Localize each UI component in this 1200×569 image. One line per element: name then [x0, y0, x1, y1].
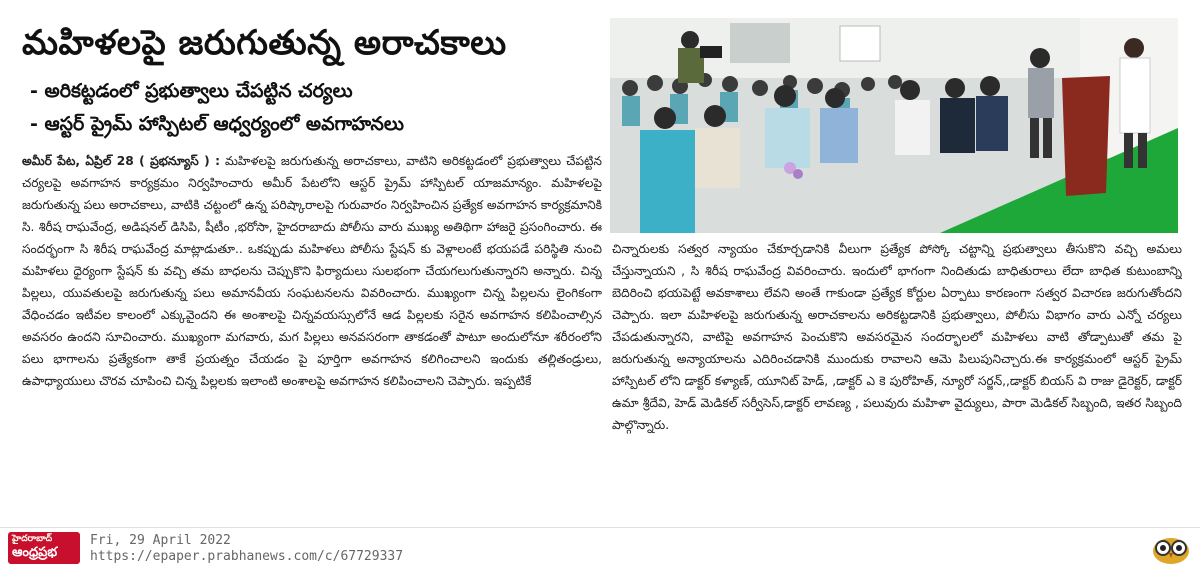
- logo-name: ఆంధ్రప్రభ: [12, 545, 58, 560]
- article-column-right: [612, 238, 1182, 523]
- article-body-left: మహిళలపై జరుగుతున్న అరాచకాలు, వాటిని అరికట్టడంలో ప్రభుత్వాలు చేపట్టిన చర్యలపై అవగాహన కార్యక్రమం నిర్వహించారు అమీర్ పేటలోని ఆస్టర్ ప్రైమ్ హాస్పిటల్ యాజమాన్యం. మహిళలపై జరుగుతున్న పలు అరాచకాలు, వాటికి చట్టంలో ఉన్న పరిష్కారాలపై గురువారం నిర్వహించిన ప్రత్యేక అవగాహన కార్యక్రమానికి సి. శిరీష రాఘవేంద్ర, అడిషనల్ డిసిపి, షీటీం ,భరోసా, హైదరాబాదు పోలీసు వారు ముఖ్య అతిథిగా హాజరై ప్రసంగించారు. ఈ సందర్భంగా సి శిరీష రాఘవేంద్ర మాట్లాడుతూ.. ఒకప్పుడు మహిళలు పోలీసు స్టేషన్ కు వెళ్లాలంటే భయపడే పరిస్థితి నుంచి మహిళలు ధైర్యంగా స్టేషన్ కు వచ్చి తమ బాధలను చెప్పుకొని ఫిర్యాదులు సులభంగా చేయగలుగుతున్నారని అన్నారు. చిన్న పిల్లలు, యువతులపై జరుగుతున్న పలు అమానవీయ సంఘటనలను వివరించారు. ముఖ్యంగా చిన్న పిల్లలను లైంగికంగా వేధించడం ఇటీవల కాలంలో ఎక్కువైందని ఈ అంశాలపై చిన్నవయస్సులోనే ఆడ పిల్లలకు సరైన అవగాహన కలిపించాల్సిన అవసరం ఉందని సూచించారు. ముఖ్యంగా మగవారు, మగ పిల్లలు అనవసరంగా తాకడంతో పాటూ అందులోనూ శరీరంలోని పలు భాగాలను ప్రత్యేకంగా తాకే ప్రయత్నం చేయడం పై పూర్తిగా అవగాహన కలిగించాలని ఇందుకు తల్లితండ్రులు, ఉపాధ్యాయులు చొరవ చూపించి చిన్న పిల్లలకు ఇలాంటి అంశాలపై అవగాహన కలిపించాలని చెప్పారు. ఇప్పటికే: [22, 154, 602, 388]
- edition-url[interactable]: https://epaper.prabhanews.com/c/67729337: [90, 549, 404, 564]
- newspaper-logo: [8, 532, 80, 564]
- article-headline: మహిళలపై జరుగుతున్న అరాచకాలు: [22, 23, 507, 63]
- edition-date: Fri, 29 April 2022: [90, 533, 231, 548]
- article-dateline: అమీర్ పేట, ఏప్రిల్ 28 ( ప్రభన్యూస్ ) :: [22, 154, 220, 168]
- footer-bar: [0, 527, 1200, 568]
- article-body-right: చిన్నారులకు సత్వర న్యాయం చేకూర్చడానికి వీలుగా ప్రత్యేక పోస్కో చట్టాన్ని ప్రభుత్వాలు తీసుకొని వచ్చి అమలు చేస్తున్నాయని , సి శిరీష రాఘవేంద్ర వివరించారు. ఇందులో భాగంగా నిందితుడు బాధితురాలు లేదా బాధిత కుటుంబాన్ని బెదిరించి భయపెట్టే అవకాశాలు లేవని అంతే గాకుండా ప్రత్యేక కోర్టుల ఏర్పాటు కారణంగా సత్వర విచారణ జరుగుతోందని చెప్పారు. ఇలా మహిళలపై జరుగుతున్న అరాచకాలను అరికట్టడానికి ప్రభుత్వాలు, పోలీసు విభాగం వారు ఎన్నో చర్యలు చేపడుతున్నారని, వాటిపై అవగాహన పెంచుకొని అవసరమైన సందర్భాలలో మహిళలు వాటి తోడ్పాటుతో తమ పై జరుగుతున్న అన్యాయాలను ఎదిరించడానికి ముందుకు రావాలని ఆమె పిలుపునిచ్చారు.ఈ కార్యక్రమంలో ఆస్టర్ ప్రైమ్ హాస్పిటల్ లోని డాక్టర్ కళ్యాణ్, యూనిట్ హెడ్, ,డాక్టర్ ఎ కె పురోహిత్, న్యూరో సర్జన్,,డాక్టర్ బియస్ వి రాజు డైరెక్టర్, డాక్టర్ ఉమా శ్రీదేవి, హెడ్ మెడికల్ సర్వీసెస్,డాక్టర్ లావణ్య , పలువురు మహిళా వైద్యులు, పారా మెడికల్ సిబ్బంది, ఇతర సిబ్బంది పాల్గొన్నారు.: [612, 242, 1182, 432]
- article-subhead-2: - ఆస్టర్ ప్రైమ్ హాస్పిటల్ ఆధ్వర్యంలో అవగాహనలు: [30, 113, 404, 135]
- article-column-left: [22, 150, 602, 525]
- owl-icon: [1150, 533, 1192, 565]
- event-photo: [610, 18, 1178, 233]
- logo-edition: హైదరాబాద్: [12, 534, 53, 544]
- article-subhead-1: - అరికట్టడంలో ప్రభుత్వాలు చేపట్టిన చర్యలు: [30, 80, 353, 102]
